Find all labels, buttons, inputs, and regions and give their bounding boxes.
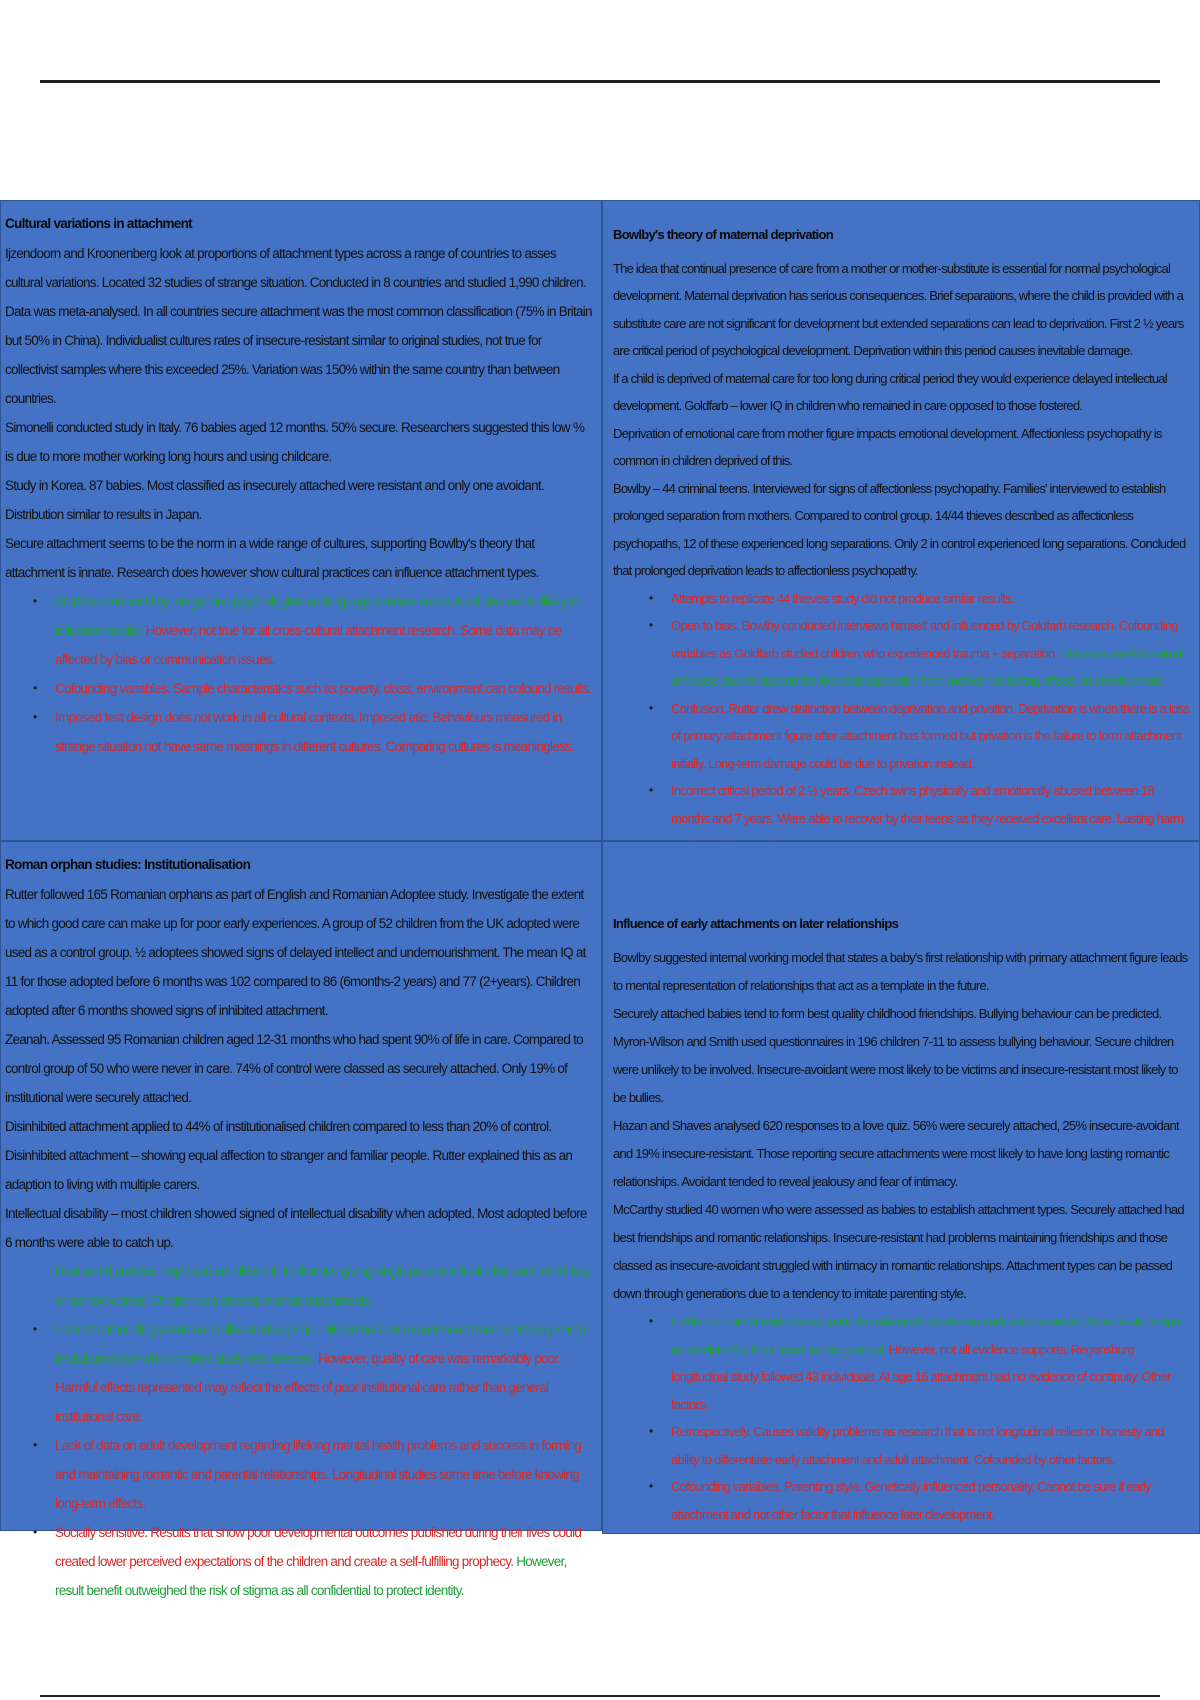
evaluation-limitation: Confusion. Rutter drew distinction between deprivation and privation. Deprivation is when there is a loss of primary attachment figure after attachment has formed but privation is the failure to form attachment initially. Long-term damage could be due to privation instead. bbox=[671, 700, 1190, 771]
bullet-icon: • bbox=[33, 1438, 37, 1452]
evaluation-limitation: Retrospectively. Causes validity problems as research that is not longitudinal relies on honesty and ability to differentiate early attachment and adult attachment. Cofounded by other factors. bbox=[671, 1424, 1164, 1467]
header-rule bbox=[40, 80, 1160, 83]
evaluation-limitation: Open to bias. Bowlby conducted interviews himself and influenced by Goldfarb research. Cofounding variables as Goldfarb studied children who experienced trauma + separation. bbox=[671, 618, 1178, 661]
section-paragraph: Intellectual disability – most children showed signed of intellectual disability when adopted. Most adopted before 6 months were able to catch up. bbox=[5, 1206, 587, 1250]
evaluation-point bbox=[649, 695, 1193, 778]
evaluation-limitation: Socially sensitive. Results that show poor developmental outcomes published during their lives could created lower perceived expectations of the children and create a self-fulfilling prophecy. bbox=[55, 1525, 582, 1569]
evaluation-point bbox=[33, 1315, 595, 1431]
bullet-icon: • bbox=[33, 681, 37, 695]
evaluation-strength: Evidence. Lots of evidence supports the relationship between early attachment and later relationships as predicted by the internal working model. bbox=[671, 1314, 1180, 1357]
section-paragraph: Simonelli conducted study in Italy. 76 babies aged 12 months. 50% secure. Researchers suggested this low % is due to more mother working long hours and using childcare. bbox=[5, 420, 585, 464]
bullet-icon: • bbox=[649, 700, 653, 715]
evaluation-limitation: Cofounding variables. Sample characteristics such as poverty, class, environment can cofound results. bbox=[55, 681, 592, 696]
bullet-icon: • bbox=[33, 1525, 37, 1539]
section-paragraph: Zeanah. Assessed 95 Romanian children aged 12-31 months who had spent 90% of life in care. Compared to control group of 50 who were never in care. 74% of control were classed as securely attached. Only 19% of institutional were securely attached. bbox=[5, 1032, 583, 1105]
evaluation-strength: However, real-life animal and case studies support the idea that separation from mother has lasting effects on development. bbox=[671, 645, 1184, 688]
evaluation-point bbox=[649, 1308, 1193, 1418]
section-paragraph: Deprivation of emotional care from mother figure impacts emotional development. Affectionless psychopathy is common in children deprived of this. bbox=[613, 425, 1162, 468]
bullet-icon: • bbox=[649, 1479, 653, 1493]
footer-rule bbox=[40, 1695, 1160, 1697]
section-paragraph: McCarthy studied 40 women who were assessed as babies to establish attachment types. Securely attached had best friendships and romantic relationships. Insecure-resistant had problems maintaining friendships and those classed as insecure-avoidant struggled with intimacy in romantic relationships. Attachment types can be passed down through generations due to a tendency to imitate parenting style. bbox=[613, 1202, 1184, 1301]
section-paragraph: Securely attached babies tend to form best quality childhood friendships. Bullying behaviour can be predicted. Myron-Wilson and Smith used questionnaires in 196 children 7-11 to assess bullying behaviour. Secure children were unlikely to be involved. Insecure-avoidant were most likely to be victims and insecure-resistant most likely to be bullies. bbox=[613, 1006, 1178, 1105]
section-paragraph: Disinhibited attachment – showing equal affection to stranger and familiar people. Rutter explained this as an adaption to living with multiple carers. bbox=[5, 1148, 573, 1192]
evaluation-point bbox=[33, 1431, 595, 1518]
section-title: Cultural variations in attachment bbox=[5, 216, 192, 231]
bullet-icon: • bbox=[649, 1314, 653, 1328]
section-paragraph: The idea that continual presence of care from a mother or mother-substitute is essential for normal psychological development. Maternal deprivation has serious consequences. Brief separations, where the child is provided with a substitute care are not significant for development but extended separations can lead to deprivation. First 2 ½ years are critical period of psychological development. Deprivation within this period causes inevitable damage. bbox=[613, 260, 1184, 358]
bullet-icon: • bbox=[33, 710, 37, 724]
panel-early-attachment-influence bbox=[602, 841, 1200, 1534]
evaluation-list bbox=[613, 585, 1193, 860]
section-paragraph: Study in Korea. 87 babies. Most classified as insecurely attached were resistant and only one avoidant. Distribution similar to results in Japan. bbox=[5, 478, 544, 522]
evaluation-list bbox=[5, 1257, 595, 1605]
panel-bowlby-maternal-deprivation bbox=[602, 200, 1200, 841]
section-paragraph: Ijzendoorn and Kroonenberg look at proportions of attachment types across a range of countries to asses cultural variations. Located 32 studies of strange situation. Conducted in 8 countries and studied 1,990 children. Data was meta-analysed. In all countries secure attachment was the most common classification (75% in Britain but 50% in China). Individualist cultures rates of insecure-resistant similar to original studies, not true for collectivist samples where this exceeded 25%. Variation was 150% within the same country than between countries. bbox=[5, 246, 592, 406]
evaluation-list bbox=[5, 587, 595, 761]
section-paragraph: Rutter followed 165 Romanian orphans as part of English and Romanian Adoptee study. Investigate the extent to which good care can make up for poor early experiences. A group of 52 children from the UK adopted were used as a control group. ½ adoptees showed signs of delayed intellect and undernourishment. The mean IQ at 11 for those adopted before 6 months was 102 compared to 86 (6months-2 years) and 77 (2+years). Children adopted after 6 months showed signs of inhibited attachment. bbox=[5, 887, 586, 1018]
evaluation-limitation: Lack of data on adult development regarding lifelong mental health problems and success in forming and maintaining romantic and parental relationships. Longitudinal studies some time before knowing long-term effects. bbox=[55, 1438, 582, 1511]
bullet-icon: • bbox=[649, 1424, 653, 1438]
evaluation-limitation: However, quality of care was remarkably poor. Harmful effects represented may reflect the effects of poor institutional care rather than general institutional care. bbox=[55, 1351, 561, 1424]
evaluation-point bbox=[33, 674, 595, 703]
section-paragraph: Hazan and Shaves analysed 620 responses to a love quiz. 56% were securely attached, 25% insecure-avoidant and 19% insecure-resistant. Those reporting secure attachments were most likely to have long lasting romantic relationships. Avoidant tended to reveal jealousy and fear of intimacy. bbox=[613, 1118, 1179, 1189]
section-title: Bowlby's theory of maternal deprivation bbox=[613, 227, 833, 242]
section-paragraph: Bowlby suggested internal working model that states a baby's first relationship with primary attachment figure leads to mental representation of relationships that act as a template in the future. bbox=[613, 950, 1188, 993]
section-paragraph: Disinhibited attachment applied to 44% of institutionalised children compared to less than 20% of control. bbox=[5, 1119, 552, 1134]
evaluation-strength: Studies conducted by indigenous psychologists so language barriers and cultural bias are unlikely to influence validity. bbox=[55, 594, 579, 638]
evaluation-point bbox=[649, 612, 1193, 695]
evaluation-strength: Real world practice. Improved conditions in institutions giving single person to look after each child, key or named worker. Children can develop normal attachments. bbox=[55, 1264, 591, 1308]
panel-cultural-variations bbox=[0, 200, 602, 841]
evaluation-point bbox=[55, 1257, 595, 1315]
section-title: Roman orphan studies: Institutionalisation bbox=[5, 857, 251, 872]
evaluation-limitation: However, not all evidence supports. Regensburg longitudinal study followed 43 individuals. At age 16 attachment had no evidence of continuity. Other factors. bbox=[671, 1341, 1171, 1412]
evaluation-point bbox=[649, 1473, 1193, 1528]
evaluation-strength: Lack of cofounding variables. Unlike studies prior, children had not experienced trauma or loss prior to institutional care which makes study less affected. bbox=[55, 1322, 586, 1366]
evaluation-limitation: Incorrect critical period of 2 ½ years. Czech twins physically and emotionally abused between 18 months and 7 years. Were able to recover by their teens as they received excellent care. Lasting harm bbox=[671, 783, 1184, 826]
section-paragraph: Secure attachment seems to be the norm in a wide range of cultures, supporting Bowlby's theory that attachment is innate. Research does however show cultural practices can influence attachment types. bbox=[5, 536, 539, 580]
section-paragraph: Bowlby – 44 criminal teens. Interviewed for signs of affectionless psychopathy. Families' interviewed to establish prolonged separation from mothers. Compared to control group. 14/44 thieves described as affectionless psychopaths, 12 of these experienced long separations. Only 2 in control experienced long separations. Concluded that prolonged deprivation leads to affectionless psychopathy. bbox=[613, 480, 1186, 578]
panel-romanian-orphan-studies bbox=[0, 841, 602, 1598]
evaluation-limitation: Attempts to replicate 44 thieves study did not produce similar results. bbox=[671, 590, 1014, 606]
bullet-icon: • bbox=[33, 1322, 37, 1336]
evaluation-limitation: Cofounding variables. Parenting style. Genetically influenced personality. Cannot be sure if early attachment and not other factor that influence later development. bbox=[671, 1479, 1151, 1522]
section-title: Influence of early attachments on later relationships bbox=[613, 916, 899, 931]
evaluation-point bbox=[33, 587, 595, 674]
bullet-icon: • bbox=[649, 590, 653, 605]
evaluation-strength: However, result benefit outweighed the risk of stigma as all confidential to protect identity. bbox=[55, 1554, 567, 1598]
evaluation-limitation: Imposed test design does not work in all cultural contexts. Imposed etic. Behaviours measured in strange situation not have same meanings in different cultures. Comparing cultures is meaningless. bbox=[55, 710, 575, 754]
bullet-icon: • bbox=[649, 618, 653, 632]
evaluation-limitation: However, not true for all cross-cultural attachment research. Some data may be affected by bias or communication issues. bbox=[55, 623, 562, 667]
evaluation-point bbox=[33, 703, 595, 761]
section-paragraph: If a child is deprived of maternal care for too long during critical period they would experience delayed intellectual development. Goldfarb – lower IQ in children who remained in care opposed to those fostered. bbox=[613, 370, 1167, 413]
evaluation-list bbox=[613, 1308, 1193, 1528]
evaluation-point bbox=[33, 1518, 595, 1605]
bullet-icon: • bbox=[649, 783, 653, 797]
evaluation-point bbox=[649, 585, 1193, 613]
bullet-icon: • bbox=[33, 594, 37, 608]
evaluation-point bbox=[649, 1418, 1193, 1473]
